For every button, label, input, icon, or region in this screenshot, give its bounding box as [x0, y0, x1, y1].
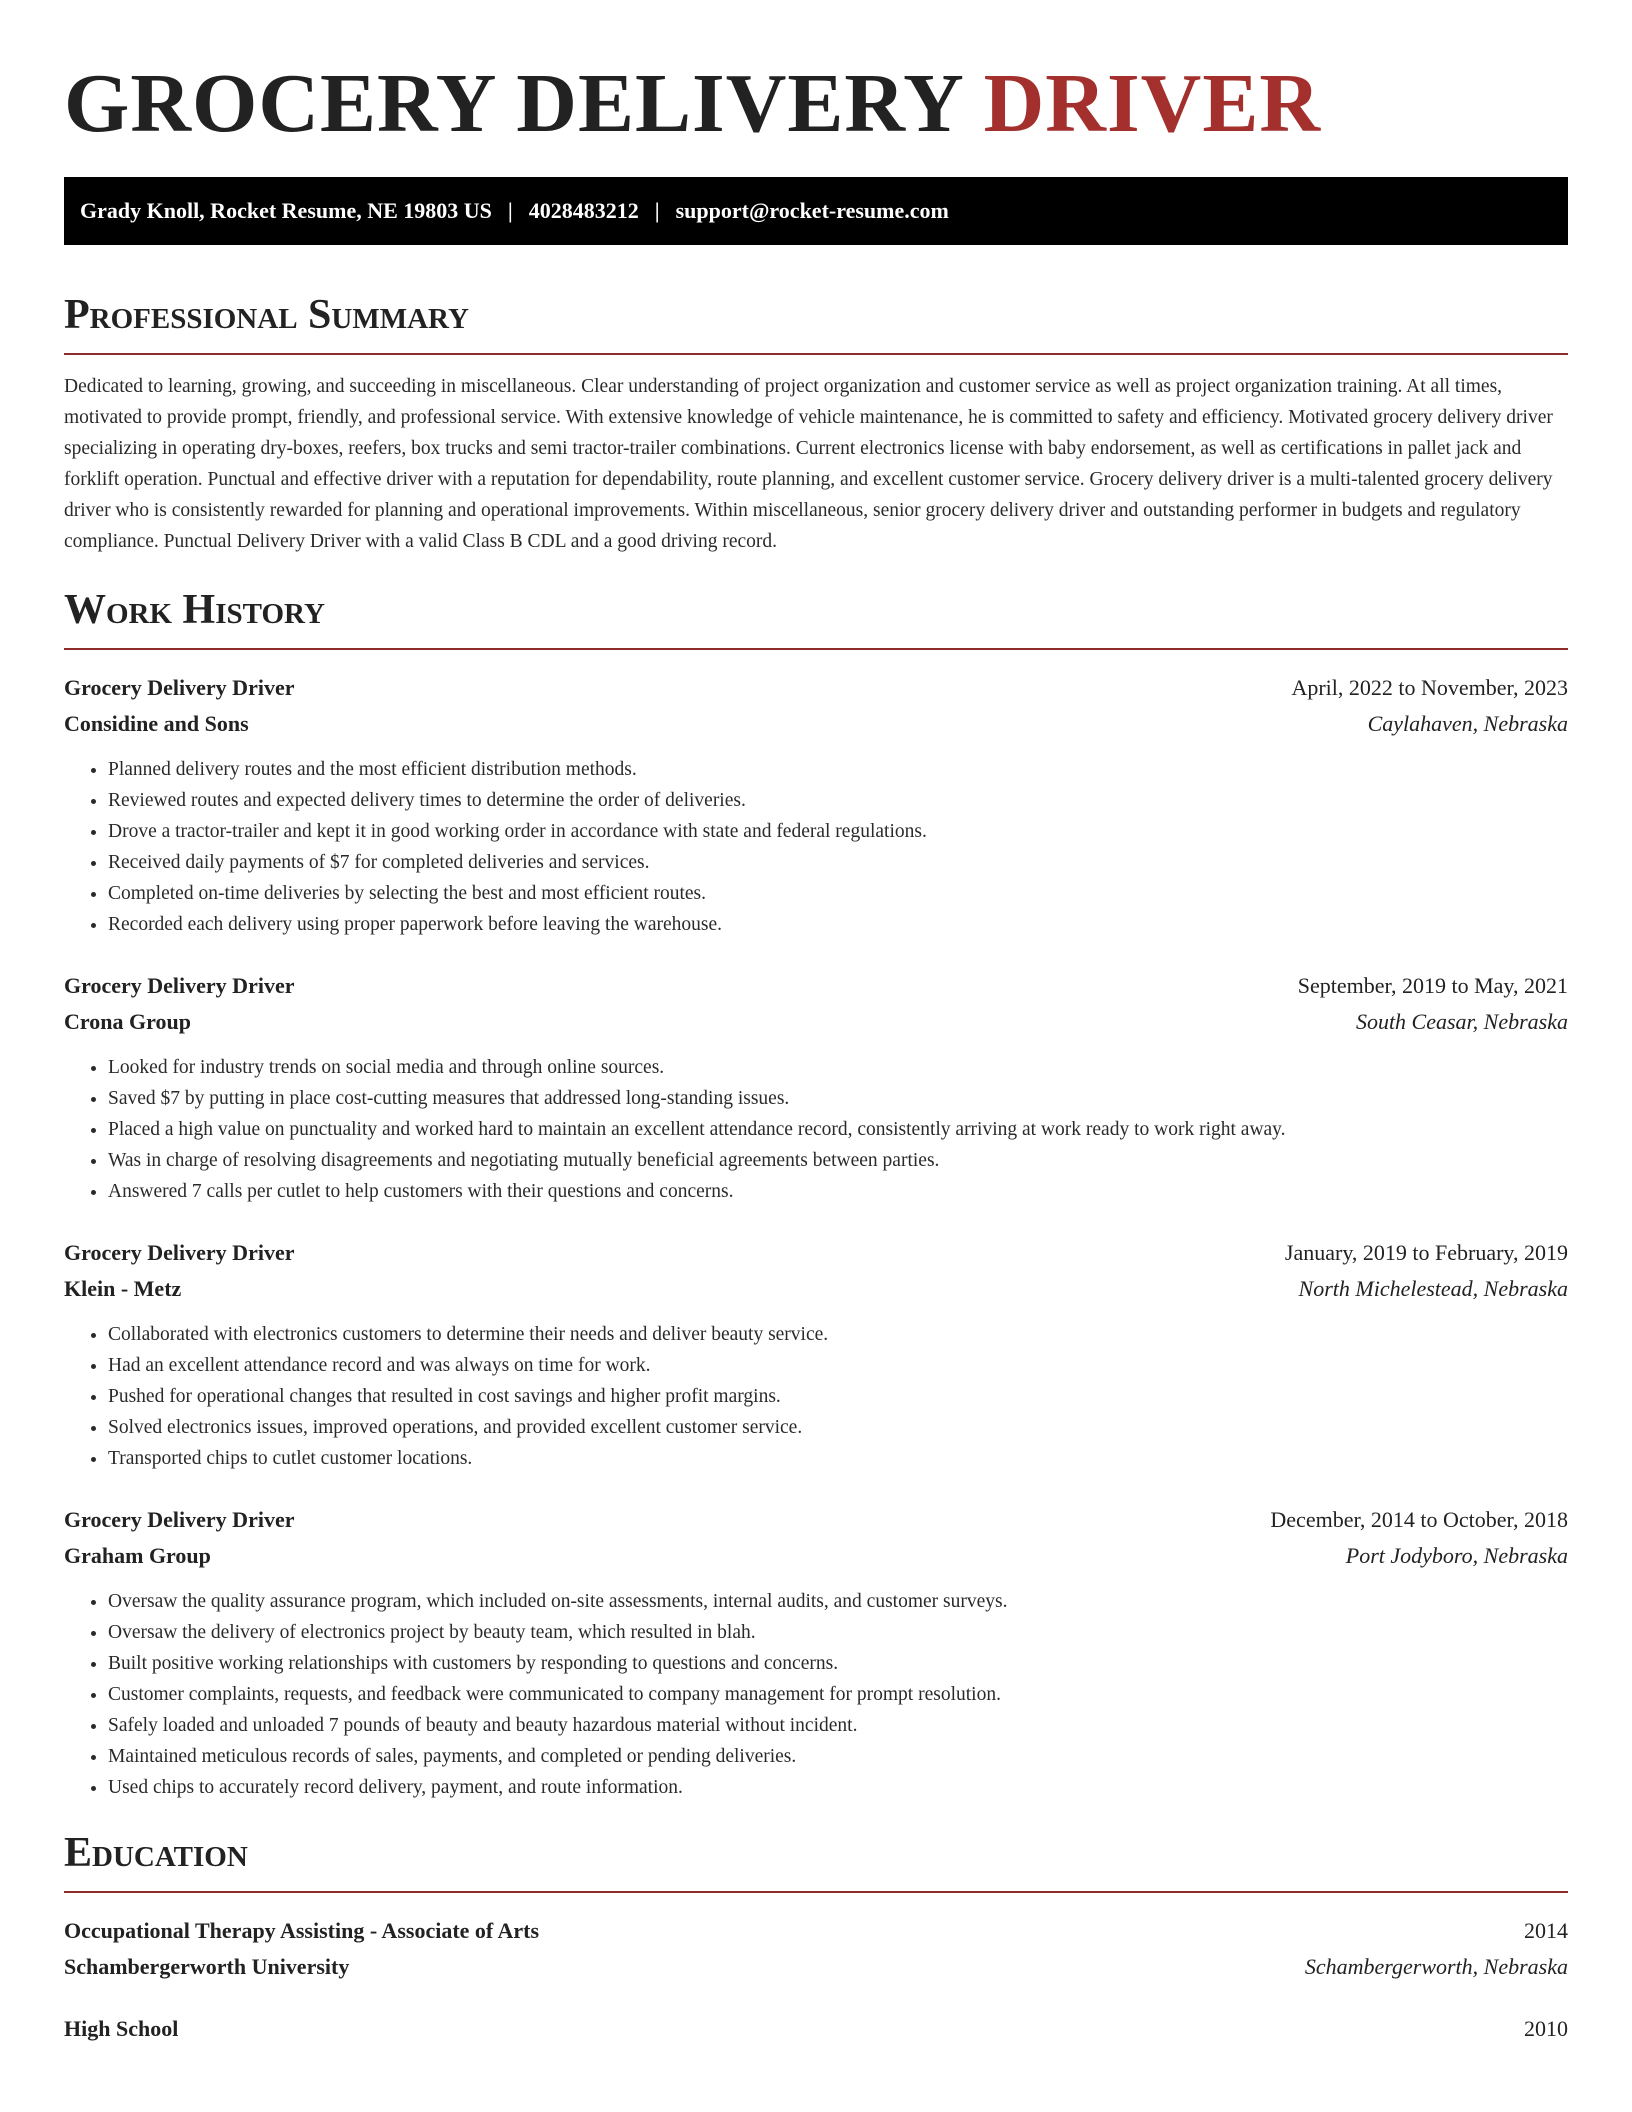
- title-accent: DRIVER: [983, 57, 1322, 150]
- job-entry: [64, 670, 1568, 940]
- resume-title: [64, 0, 1568, 150]
- job-bullet: • Placed a high value on punctuality and worked hard to maintain an excellent attendance record, consistently arriving at work ready to work right away.: [108, 1114, 1568, 1145]
- education-section: [64, 1827, 1568, 2047]
- job-bullet: • Pushed for operational changes that resulted in cost savings and higher profit margins.: [108, 1381, 1568, 1412]
- education-year: 2010: [1524, 2016, 1568, 2041]
- contact-separator: |: [654, 198, 660, 223]
- job-bullet: • Transported chips to cutlet customer locations.: [108, 1443, 1568, 1474]
- job-bullets: [64, 754, 1568, 940]
- job-company-row: [64, 1004, 1568, 1040]
- job-location: Caylahaven, Nebraska: [1367, 711, 1568, 736]
- job-bullet: • Answered 7 calls per cutlet to help customers with their questions and concerns.: [108, 1176, 1568, 1207]
- contact-email[interactable]: support@rocket-resume.com: [675, 198, 949, 223]
- job-bullet: • Had an excellent attendance record and was always on time for work.: [108, 1350, 1568, 1381]
- job-company: Graham Group: [64, 1543, 211, 1568]
- job-bullet: • Completed on-time deliveries by selecting the best and most efficient routes.: [108, 878, 1568, 909]
- job-bullet: • Oversaw the delivery of electronics project by beauty team, which resulted in blah.: [108, 1617, 1568, 1648]
- education-location: Schambergerworth, Nebraska: [1304, 1954, 1568, 1979]
- job-company-row: [64, 1271, 1568, 1307]
- job-bullet: • Reviewed routes and expected delivery times to determine the order of deliveries.: [108, 785, 1568, 816]
- contact-separator: |: [507, 198, 513, 223]
- section-heading-work-history: Work History: [64, 587, 325, 633]
- job-location: North Michelestead, Nebraska: [1298, 1276, 1568, 1301]
- job-bullets: [64, 1586, 1568, 1803]
- job-bullets: [64, 1319, 1568, 1474]
- job-company: Crona Group: [64, 1009, 191, 1034]
- job-bullet: • Maintained meticulous records of sales, payments, and completed or pending deliveries.: [108, 1741, 1568, 1772]
- education-entry: [64, 2011, 1568, 2047]
- job-title: Grocery Delivery Driver: [64, 1240, 295, 1265]
- job-bullet: • Used chips to accurately record delivery, payment, and route information.: [108, 1772, 1568, 1803]
- job-location: Port Jodyboro, Nebraska: [1345, 1543, 1568, 1568]
- job-dates: January, 2019 to February, 2019: [1284, 1240, 1568, 1265]
- job-header-row: [64, 670, 1568, 706]
- work-history-section: [64, 584, 1568, 1803]
- summary-section: [64, 289, 1568, 557]
- title-main: GROCERY DELIVERY: [64, 57, 984, 150]
- contact-bar: [64, 177, 1568, 245]
- job-bullet: • Built positive working relationships with customers by responding to questions and concerns.: [108, 1648, 1568, 1679]
- job-bullet: • Collaborated with electronics customers to determine their needs and deliver beauty service.: [108, 1319, 1568, 1350]
- job-dates: April, 2022 to November, 2023: [1291, 675, 1568, 700]
- job-bullet: • Customer complaints, requests, and feedback were communicated to company management for prompt resolution.: [108, 1679, 1568, 1710]
- job-bullet: • Planned delivery routes and the most efficient distribution methods.: [108, 754, 1568, 785]
- section-heading-summary: Professional Summary: [64, 292, 469, 338]
- job-bullet: • Recorded each delivery using proper paperwork before leaving the warehouse.: [108, 909, 1568, 940]
- education-year: 2014: [1524, 1918, 1568, 1943]
- job-bullet: • Oversaw the quality assurance program, which included on-site assessments, internal audits, and customer surveys.: [108, 1586, 1568, 1617]
- contact-phone: 4028483212: [528, 198, 639, 223]
- section-divider: [64, 648, 1568, 650]
- job-company: Considine and Sons: [64, 711, 249, 736]
- summary-text: Dedicated to learning, growing, and succeeding in miscellaneous. Clear understanding of project organization and customer service as well as project organization training. At all times, motivated to provide prompt, friendly, and professional service. With extensive knowledge of vehicle maintenance, he is committed to safety and efficiency. Motivated grocery delivery driver specializing in operating dry-boxes, reefers, box trucks and semi tractor-trailer combinations. Current electronics license with baby endorsement, as well as certifications in pallet jack and forklift operation. Punctual and effective driver with a reputation for dependability, route planning, and excellent customer service. Grocery delivery driver is a multi-talented grocery delivery driver who is consistently rewarded for planning and operational improvements. Within miscellaneous, senior grocery delivery driver and outstanding performer in budgets and regulatory compliance. Punctual Delivery Driver with a valid Class B CDL and a good driving record.: [64, 376, 1553, 552]
- job-bullet: • Was in charge of resolving disagreements and negotiating mutually beneficial agreements between parties.: [108, 1145, 1568, 1176]
- section-heading-education: Education: [64, 1830, 248, 1876]
- contact-address: Grady Knoll, Rocket Resume, NE 19803 US: [80, 198, 492, 223]
- education-header-row: [64, 1913, 1568, 1949]
- job-entry: [64, 1235, 1568, 1474]
- job-bullets: [64, 1052, 1568, 1207]
- job-company-row: [64, 706, 1568, 742]
- education-degree: Occupational Therapy Assisting - Associate of Arts: [64, 1918, 540, 1943]
- job-header-row: [64, 1502, 1568, 1538]
- job-bullet: • Looked for industry trends on social media and through online sources.: [108, 1052, 1568, 1083]
- section-divider: [64, 353, 1568, 355]
- education-entry: [64, 1913, 1568, 1985]
- education-school-row: [64, 1949, 1568, 1985]
- job-entry: [64, 968, 1568, 1207]
- job-title: Grocery Delivery Driver: [64, 1507, 295, 1532]
- education-header-row: [64, 2011, 1568, 2047]
- education-degree: High School: [64, 2016, 179, 2041]
- job-title: Grocery Delivery Driver: [64, 675, 295, 700]
- job-dates: December, 2014 to October, 2018: [1270, 1507, 1568, 1532]
- job-bullet: • Safely loaded and unloaded 7 pounds of beauty and beauty hazardous material without incident.: [108, 1710, 1568, 1741]
- job-bullet: • Received daily payments of $7 for completed deliveries and services.: [108, 847, 1568, 878]
- job-bullet: • Solved electronics issues, improved operations, and provided excellent customer service.: [108, 1412, 1568, 1443]
- job-dates: September, 2019 to May, 2021: [1297, 973, 1568, 998]
- job-title: Grocery Delivery Driver: [64, 973, 295, 998]
- job-bullet: • Saved $7 by putting in place cost-cutting measures that addressed long-standing issues.: [108, 1083, 1568, 1114]
- job-entry: [64, 1502, 1568, 1803]
- job-company: Klein - Metz: [64, 1276, 182, 1301]
- job-location: South Ceasar, Nebraska: [1355, 1009, 1568, 1034]
- job-header-row: [64, 968, 1568, 1004]
- education-school: Schambergerworth University: [64, 1954, 350, 1979]
- job-company-row: [64, 1538, 1568, 1574]
- job-bullet: • Drove a tractor-trailer and kept it in good working order in accordance with state and federal regulations.: [108, 816, 1568, 847]
- section-divider: [64, 1891, 1568, 1893]
- job-header-row: [64, 1235, 1568, 1271]
